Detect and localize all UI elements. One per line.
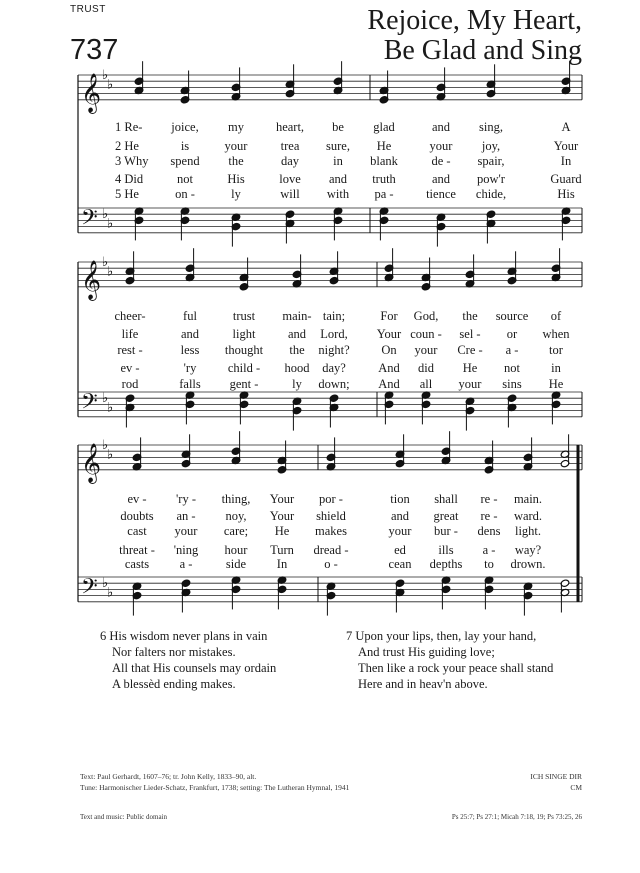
lyric-syllable: day xyxy=(280,154,300,168)
lyric-syllable: ev - xyxy=(120,361,140,375)
lyric-syllable: be xyxy=(332,120,344,134)
lyric-syllable: cean xyxy=(388,557,412,571)
lyric-syllable: He xyxy=(462,361,478,375)
lyric-syllable: por - xyxy=(319,492,343,506)
lyric-syllable: falls xyxy=(179,377,201,391)
lyric-syllable: shield xyxy=(316,509,346,523)
lyric-syllable: 'ry - xyxy=(176,492,196,506)
hymn-category: TRUST xyxy=(70,4,106,15)
stanza-line: Nor falters nor mistakes. xyxy=(112,645,236,659)
lyric-syllable: ly xyxy=(292,377,302,391)
lyric-syllable: source xyxy=(495,309,529,323)
lyric-syllable: 'ry xyxy=(183,361,197,375)
lyric-syllable: or xyxy=(506,327,518,341)
lyric-syllable: your xyxy=(429,139,453,153)
flat-icon: ♭ xyxy=(107,264,114,280)
flat-icon: ♭ xyxy=(107,585,114,601)
lyric-syllable: spair, xyxy=(477,154,505,168)
lyric-syllable: makes xyxy=(315,524,347,538)
lyric-syllable: blank xyxy=(370,154,398,168)
flat-icon: ♭ xyxy=(102,207,109,223)
lyric-syllable: care; xyxy=(223,524,249,538)
lyric-syllable: your xyxy=(174,524,198,538)
treble-clef-icon: 𝄞 xyxy=(81,442,102,483)
lyric-syllable: life xyxy=(121,327,139,341)
lyric-syllable: joy, xyxy=(481,139,501,153)
lyric-syllable: a - xyxy=(179,557,193,571)
lyric-syllable: dread - xyxy=(313,543,349,557)
lyric-syllable: main. xyxy=(513,492,543,506)
lyric-syllable: ward. xyxy=(513,509,543,523)
lyric-syllable: all xyxy=(419,377,433,391)
lyric-syllable: sure, xyxy=(326,139,350,153)
lyric-syllable: a - xyxy=(482,543,496,557)
flat-icon: ♭ xyxy=(102,576,109,592)
lyric-syllable: an - xyxy=(176,509,196,523)
flat-icon: ♭ xyxy=(107,216,114,232)
lyric-syllable: day? xyxy=(322,361,346,375)
lyric-syllable: and xyxy=(431,120,451,134)
lyric-syllable: casts xyxy=(124,557,150,571)
lyric-syllable: light. xyxy=(514,524,542,538)
lyric-syllable: de - xyxy=(431,154,451,168)
lyric-syllable: child - xyxy=(227,361,261,375)
lyric-syllable: drown. xyxy=(510,557,546,571)
lyric-syllable: dens xyxy=(477,524,501,538)
lyric-syllable: Cre - xyxy=(457,343,483,357)
lyric-syllable: a - xyxy=(505,343,519,357)
stanza-number: 6 xyxy=(100,629,107,643)
lyric-syllable: ful xyxy=(183,309,197,323)
lyric-syllable: His xyxy=(227,172,245,186)
lyric-syllable: Your xyxy=(376,327,402,341)
lyric-syllable: Turn xyxy=(270,543,294,557)
lyric-syllable: And xyxy=(378,377,400,391)
bass-clef-icon: 𝄢 xyxy=(81,205,98,236)
lyric-syllable: and xyxy=(390,509,410,523)
lyric-syllable: doubts xyxy=(120,509,154,523)
lyric-syllable: shall xyxy=(434,492,458,506)
lyric-syllable: your xyxy=(388,524,412,538)
lyric-syllable: heart, xyxy=(275,120,305,134)
lyric-syllable: is xyxy=(180,139,190,153)
lyric-syllable: And xyxy=(378,361,400,375)
lyric-syllable: Your xyxy=(269,492,295,506)
lyric-syllable: of xyxy=(550,309,562,323)
lyric-syllable: ly xyxy=(231,187,241,201)
lyric-syllable: pa - xyxy=(374,187,394,201)
lyric-syllable: truth xyxy=(372,172,396,186)
lyric-syllable: side xyxy=(225,557,247,571)
lyric-syllable: A xyxy=(561,120,571,134)
bass-clef-icon: 𝄢 xyxy=(81,574,98,605)
lyric-syllable: on - xyxy=(175,187,195,201)
lyric-syllable: hood xyxy=(284,361,310,375)
lyric-syllable: in xyxy=(333,154,343,168)
lyric-syllable: rod xyxy=(121,377,139,391)
lyric-syllable: tain; xyxy=(322,309,346,323)
lyric-syllable: the xyxy=(462,309,478,323)
lyric-syllable: thing, xyxy=(221,492,251,506)
lyric-syllable: Your xyxy=(269,509,295,523)
lyric-syllable: 1 Re- xyxy=(115,120,143,134)
lyric-syllable: your xyxy=(414,343,438,357)
tune-name: ICH SINGE DIR xyxy=(530,772,582,781)
stanza-line: And trust His guiding love; xyxy=(358,645,495,659)
lyric-syllable: 5 He xyxy=(115,187,139,201)
lyric-syllable: noy, xyxy=(225,509,247,523)
lyric-syllable: On xyxy=(381,343,397,357)
lyric-syllable: less xyxy=(180,343,200,357)
title-line-2: Be Glad and Sing xyxy=(383,35,582,66)
copyright: Text and music: Public domain xyxy=(80,813,167,821)
lyric-syllable: my xyxy=(228,120,244,134)
lyric-syllable: cast xyxy=(127,524,147,538)
lyric-syllable: Your xyxy=(553,139,579,153)
lyric-syllable: tion xyxy=(390,492,410,506)
flat-icon: ♭ xyxy=(102,68,109,83)
flat-icon: ♭ xyxy=(107,77,114,93)
lyric-syllable: did xyxy=(418,361,434,375)
lyric-syllable: sing, xyxy=(479,120,503,134)
lyric-syllable: bur - xyxy=(434,524,458,538)
lyric-syllable: great xyxy=(433,509,459,523)
stanza-line: 7 Upon your lips, then, lay your hand, xyxy=(346,629,537,643)
lyric-syllable: His xyxy=(557,187,575,201)
lyric-syllable: main- xyxy=(282,309,312,323)
lyric-syllable: your xyxy=(458,377,482,391)
treble-clef-icon: 𝄞 xyxy=(81,259,102,300)
stanza-line: Here and in heav'n above. xyxy=(358,677,488,691)
lyric-syllable: to xyxy=(484,557,494,571)
lyric-syllable: o - xyxy=(324,557,338,571)
lyric-syllable: re - xyxy=(480,509,498,523)
lyric-syllable: in xyxy=(551,361,561,375)
lyric-syllable: He xyxy=(376,139,392,153)
lyric-syllable: and xyxy=(431,172,451,186)
lyric-syllable: cheer- xyxy=(114,309,146,323)
lyric-syllable: God, xyxy=(413,309,439,323)
lyric-syllable: coun - xyxy=(410,327,442,341)
lyric-syllable: not xyxy=(504,361,520,375)
lyric-syllable: your xyxy=(224,139,248,153)
lyric-syllable: rest - xyxy=(117,343,143,357)
lyric-syllable: gent - xyxy=(229,377,259,391)
lyric-syllable: He xyxy=(274,524,290,538)
lyric-syllable: the xyxy=(228,154,244,168)
lyric-syllable: tience xyxy=(426,187,456,201)
lyric-syllable: depths xyxy=(429,557,463,571)
lyric-syllable: will xyxy=(280,187,300,201)
hymn-number: 737 xyxy=(70,34,119,66)
lyric-syllable: trea xyxy=(280,139,300,153)
lyric-syllable: with xyxy=(326,187,350,201)
lyric-syllable: tor xyxy=(549,343,563,357)
lyric-syllable: not xyxy=(177,172,193,186)
lyric-syllable: ills xyxy=(438,543,454,557)
lyric-syllable: thought xyxy=(224,343,264,357)
stanza-6 xyxy=(100,628,276,692)
stanza-7 xyxy=(346,628,553,692)
lyric-syllable: night? xyxy=(318,343,350,357)
lyric-syllable: threat - xyxy=(119,543,155,557)
lyric-syllable: 'ning xyxy=(173,543,199,557)
lyric-syllable: ev - xyxy=(127,492,147,506)
lyric-syllable: trust xyxy=(232,309,256,323)
lyric-syllable: sel - xyxy=(459,327,481,341)
lyric-syllable: the xyxy=(289,343,305,357)
lyric-syllable: way? xyxy=(514,543,542,557)
lyric-syllable: For xyxy=(380,309,398,323)
stanza-line: Then like a rock your peace shall stand xyxy=(358,661,554,675)
credit-text: Text: Paul Gerhardt, 1607–76; tr. John Kelly, 1833–90, alt. xyxy=(80,772,257,781)
lyric-syllable: He xyxy=(548,377,564,391)
stanza-number: 7 xyxy=(346,629,353,643)
flat-icon: ♭ xyxy=(107,400,114,416)
lyric-syllable: sins xyxy=(502,377,522,391)
lyric-syllable: joice, xyxy=(171,120,199,134)
scripture-references: Ps 25:7; Ps 27:1; Micah 7:18, 19; Ps 73:25, 26 xyxy=(451,813,582,821)
lyric-syllable: spend xyxy=(170,154,200,168)
lyric-syllable: re - xyxy=(480,492,498,506)
bass-clef-icon: 𝄢 xyxy=(81,389,98,420)
lyric-syllable: 2 He xyxy=(115,139,139,153)
flat-icon: ♭ xyxy=(102,255,109,270)
lyric-syllable: down; xyxy=(318,377,350,391)
lyric-syllable: pow'r xyxy=(477,172,505,186)
flat-icon: ♭ xyxy=(102,438,109,453)
stanza-line: A blessèd ending makes. xyxy=(112,677,236,691)
lyric-syllable: 4 Did xyxy=(115,172,144,186)
title-line-1: Rejoice, My Heart, xyxy=(367,5,582,36)
flat-icon: ♭ xyxy=(107,447,114,463)
lyric-syllable: chide, xyxy=(475,187,507,201)
lyric-syllable: when xyxy=(542,327,570,341)
lyric-syllable: hour xyxy=(224,543,248,557)
lyric-syllable: Lord, xyxy=(320,327,348,341)
credit-tune: Tune: Harmonischer Lieder-Schatz, Frankfurt, 1738; setting: The Lutheran Hymnal, 1941 xyxy=(80,783,350,792)
lyric-syllable: and xyxy=(328,172,348,186)
lyric-syllable: In xyxy=(276,557,288,571)
treble-clef-icon: 𝄞 xyxy=(81,72,102,113)
lyric-syllable: In xyxy=(560,154,572,168)
lyric-syllable: ed xyxy=(394,543,406,557)
lyric-syllable: Guard xyxy=(550,172,582,186)
flat-icon: ♭ xyxy=(102,391,109,407)
meter: CM xyxy=(570,783,582,792)
lyric-syllable: and xyxy=(180,327,200,341)
lyric-syllable: love xyxy=(279,172,301,186)
lyric-syllable: glad xyxy=(373,120,395,134)
stanza-line: All that His counsels may ordain xyxy=(112,661,277,675)
lyric-syllable: 3 Why xyxy=(115,154,149,168)
lyric-syllable: and xyxy=(287,327,307,341)
stanza-line: 6 His wisdom never plans in vain xyxy=(100,629,268,643)
lyric-syllable: light xyxy=(232,327,256,341)
